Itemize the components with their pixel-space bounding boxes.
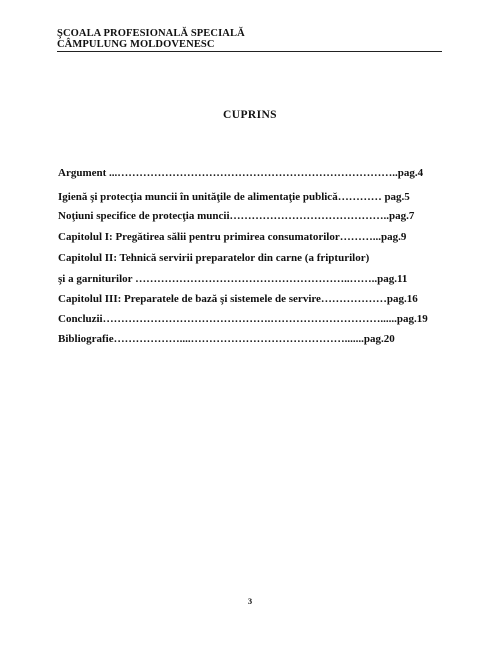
toc-entry-bibliografie: Bibliografie………………....…………………………………….......pag.20 [58,333,395,345]
toc-entry-capitolul-3: Capitolul III: Preparatele de bază şi sistemele de servire………………pag.16 [58,293,418,305]
header-town-name: CÂMPULUNG MOLDOVENESC [57,39,215,50]
page-header [57,28,245,50]
toc-entry-capitolul-1: Capitolul I: Pregătirea sălii pentru primirea consumatorilor………...pag.9 [58,231,407,243]
toc-entry-capitolul-2-line-2: şi a garniturilor …………………………………………………..……..pag.11 [58,273,408,285]
toc-entry-concluzii: Concluzii……………………………………….…………………………......pag.19 [58,313,428,325]
toc-title: CUPRINS [223,109,277,121]
header-divider [57,51,442,52]
page-number: 3 [247,596,253,606]
toc-entry-notiuni: Noţiuni specifice de protecţia muncii……………………………………..pag.7 [58,210,415,222]
toc-entry-argument: Argument ...…………………………………………………………………..pag.4 [58,167,424,179]
header-school-name: ŞCOALA PROFESIONALĂ SPECIALĂ [57,28,245,39]
toc-entry-capitolul-2-line-1: Capitolul II: Tehnică servirii preparatelor din carne (a fripturilor) [58,252,370,264]
toc-entry-igiena: Igienă şi protecţia muncii în unităţile de alimentaţie publică………… pag.5 [58,191,410,203]
